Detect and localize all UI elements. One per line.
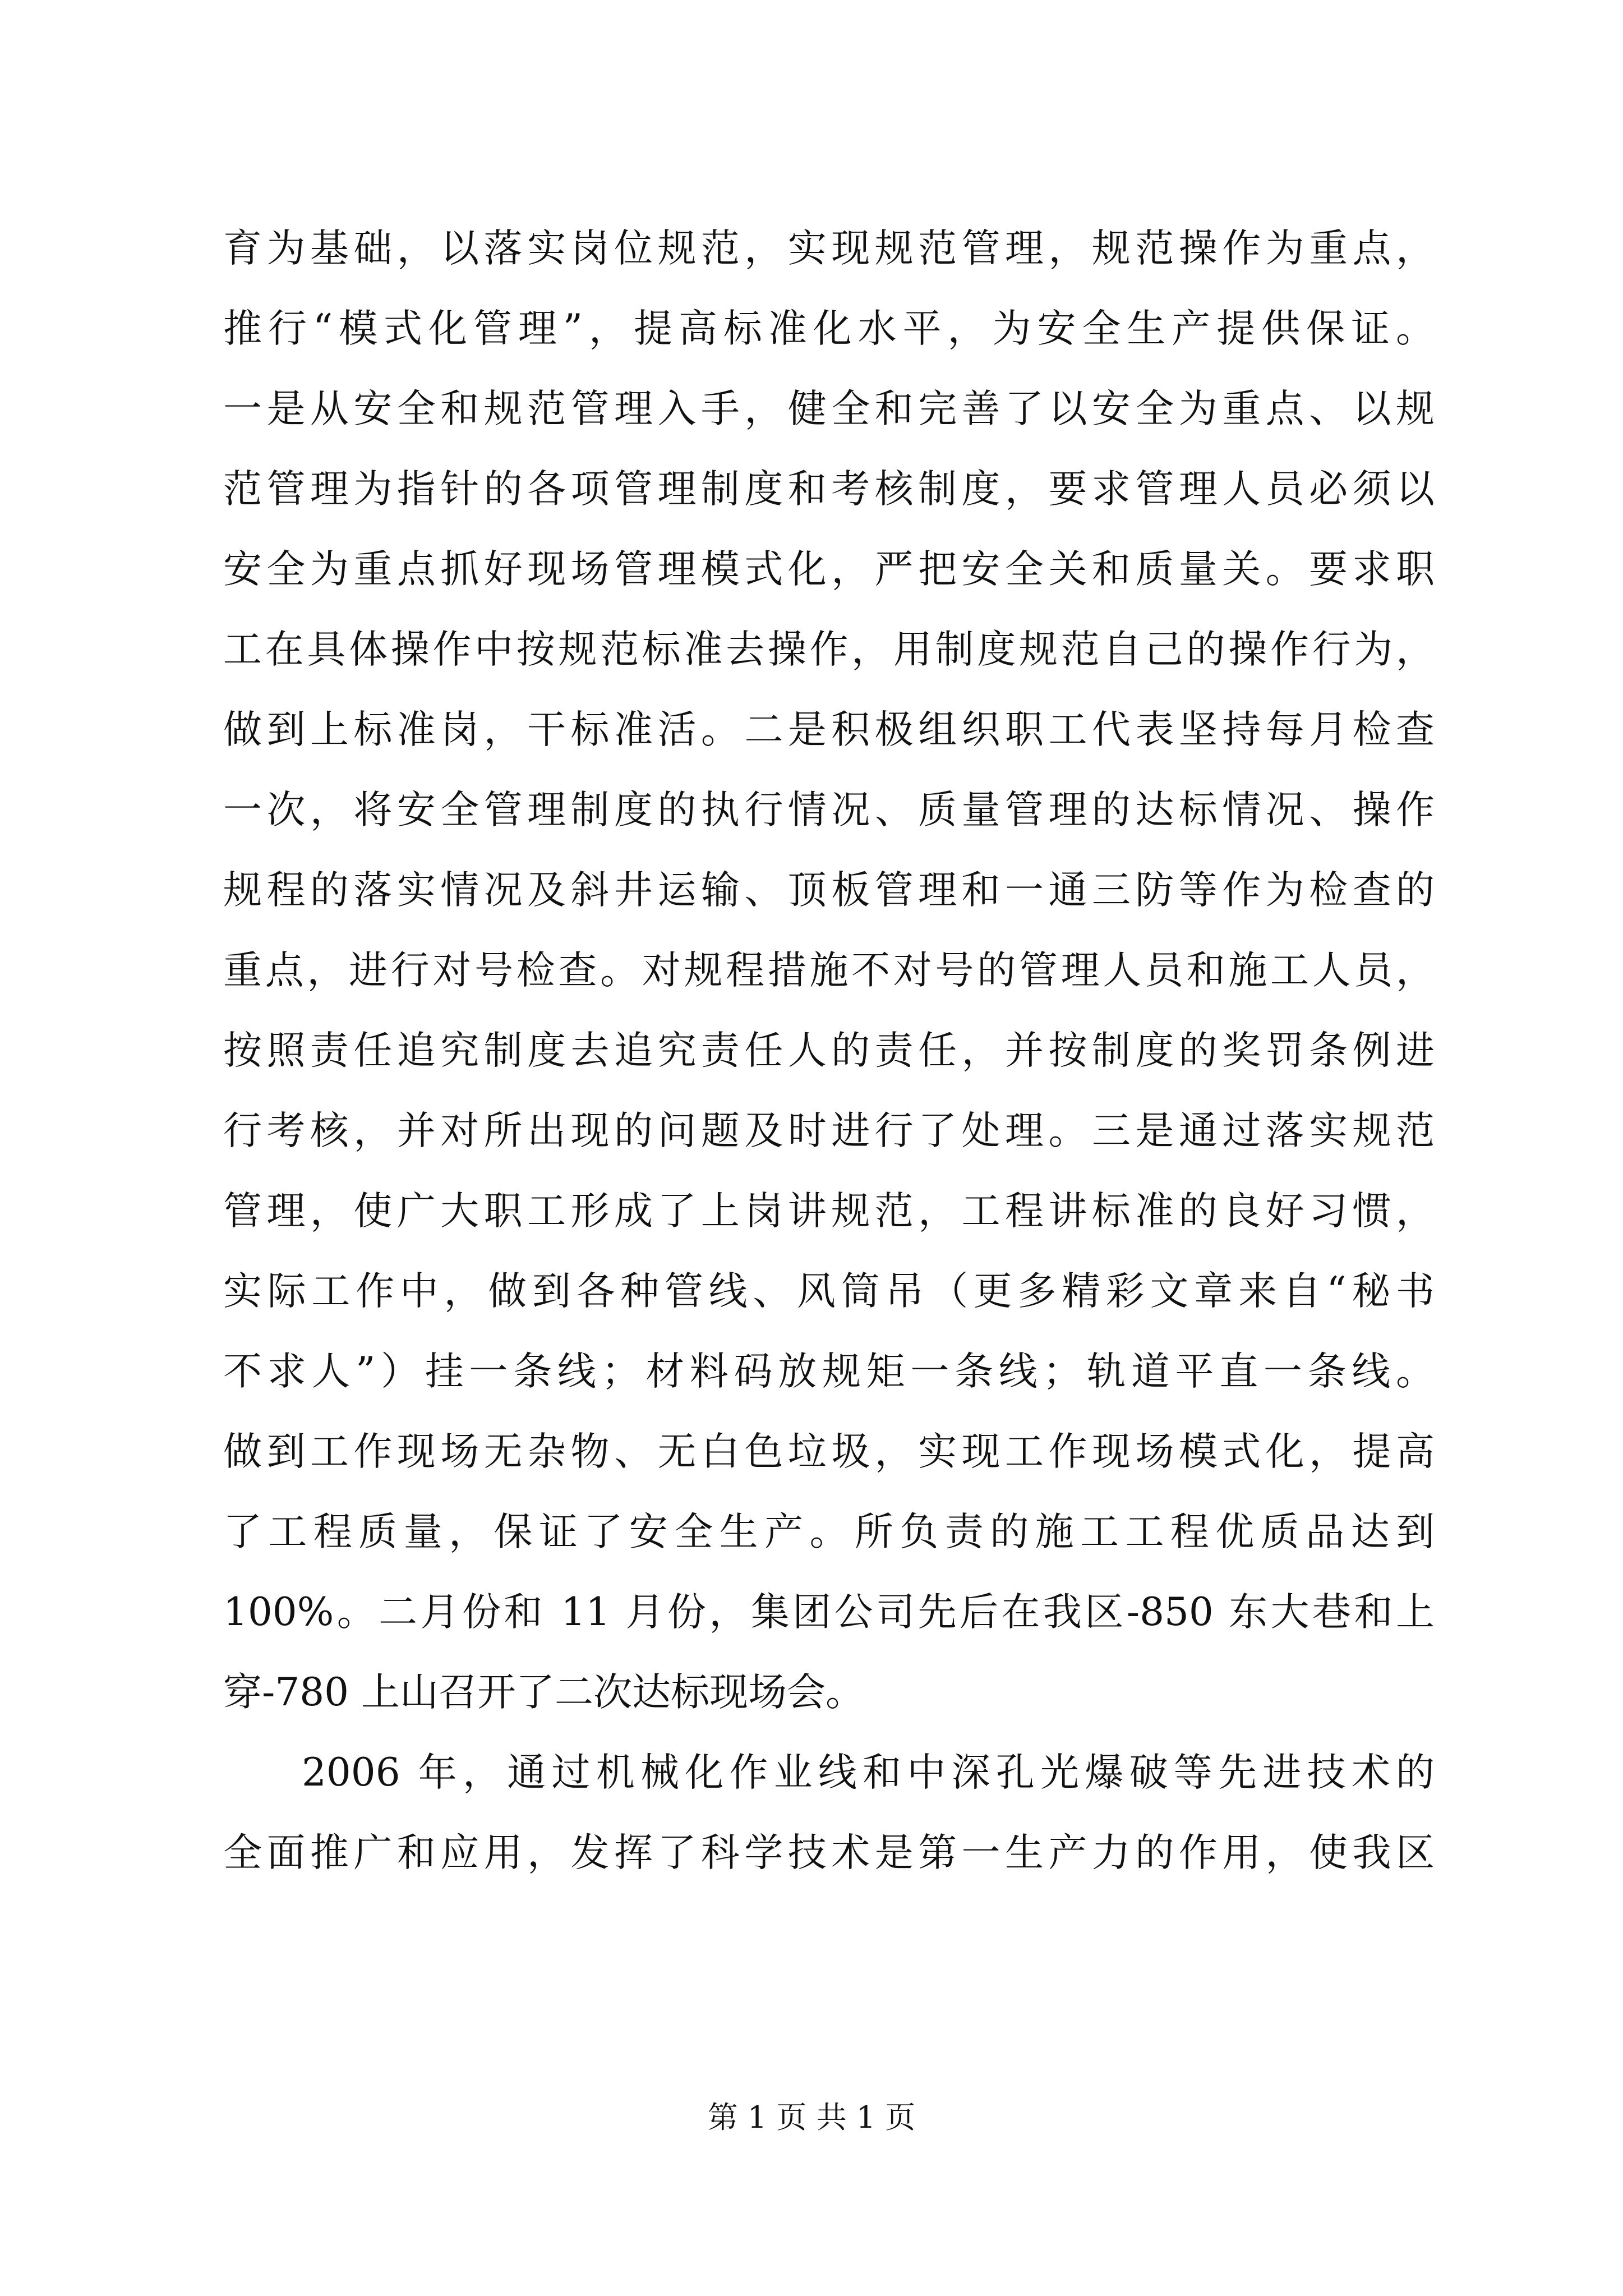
text-line: 管理，使广大职工形成了上岗讲规范，工程讲标准的良好习惯，: [223, 1189, 1435, 1234]
text-line: 范管理为指针的各项管理制度和考核制度，要求管理人员必须以: [223, 467, 1435, 512]
text-line: 不求人”）挂一条线；材料码放规矩一条线；轨道平直一条线。: [223, 1349, 1435, 1394]
text-line: 重点，进行对号检查。对规程措施不对号的管理人员和施工人员，: [223, 948, 1435, 993]
body-text: [223, 209, 1435, 1893]
text-line: 了工程质量，保证了安全生产。所负责的施工工程优质品达到: [223, 1510, 1435, 1554]
text-line: 行考核，并对所出现的问题及时进行了处理。三是通过落实规范: [223, 1108, 1435, 1153]
text-line: 按照责任追究制度去追究责任人的责任，并按制度的奖罚条例进: [223, 1028, 1435, 1073]
text-line: 全面推广和应用，发挥了科学技术是第一生产力的作用，使我区: [223, 1830, 1435, 1875]
page-footer: 第 1 页 共 1 页: [707, 2100, 916, 2135]
paragraph-end-line: 穿-780 上山召开了二次达标现场会。: [223, 1670, 864, 1715]
text-line: 安全为重点抓好现场管理模式化，严把安全关和质量关。要求职: [223, 547, 1435, 592]
text-line: 工在具体操作中按规范标准去操作，用制度规范自己的操作行为，: [223, 627, 1435, 672]
text-line: 100%。二月份和 11 月份，集团公司先后在我区-850 东大巷和上: [223, 1590, 1435, 1635]
text-line: 实际工作中，做到各种管线、风筒吊（更多精彩文章来自“秘书: [223, 1269, 1435, 1314]
text-line: 做到工作现场无杂物、无白色垃圾，实现工作现场模式化，提高: [223, 1429, 1435, 1474]
paragraph-start-line: 2006 年，通过机械化作业线和中深孔光爆破等先进技术的: [302, 1750, 1435, 1795]
text-line: 推行“模式化管理”，提高标准化水平，为安全生产提供保证。: [223, 306, 1435, 351]
text-line: 一是从安全和规范管理入手，健全和完善了以安全为重点、以规: [223, 386, 1435, 431]
text-line: 规程的落实情况及斜井运输、顶板管理和一通三防等作为检查的: [223, 868, 1435, 913]
text-line: 做到上标准岗，干标准活。二是积极组织职工代表坚持每月检查: [223, 707, 1435, 752]
text-line: 一次，将安全管理制度的执行情况、质量管理的达标情况、操作: [223, 788, 1435, 832]
text-line: 育为基础，以落实岗位规范，实现规范管理，规范操作为重点，: [223, 226, 1435, 271]
